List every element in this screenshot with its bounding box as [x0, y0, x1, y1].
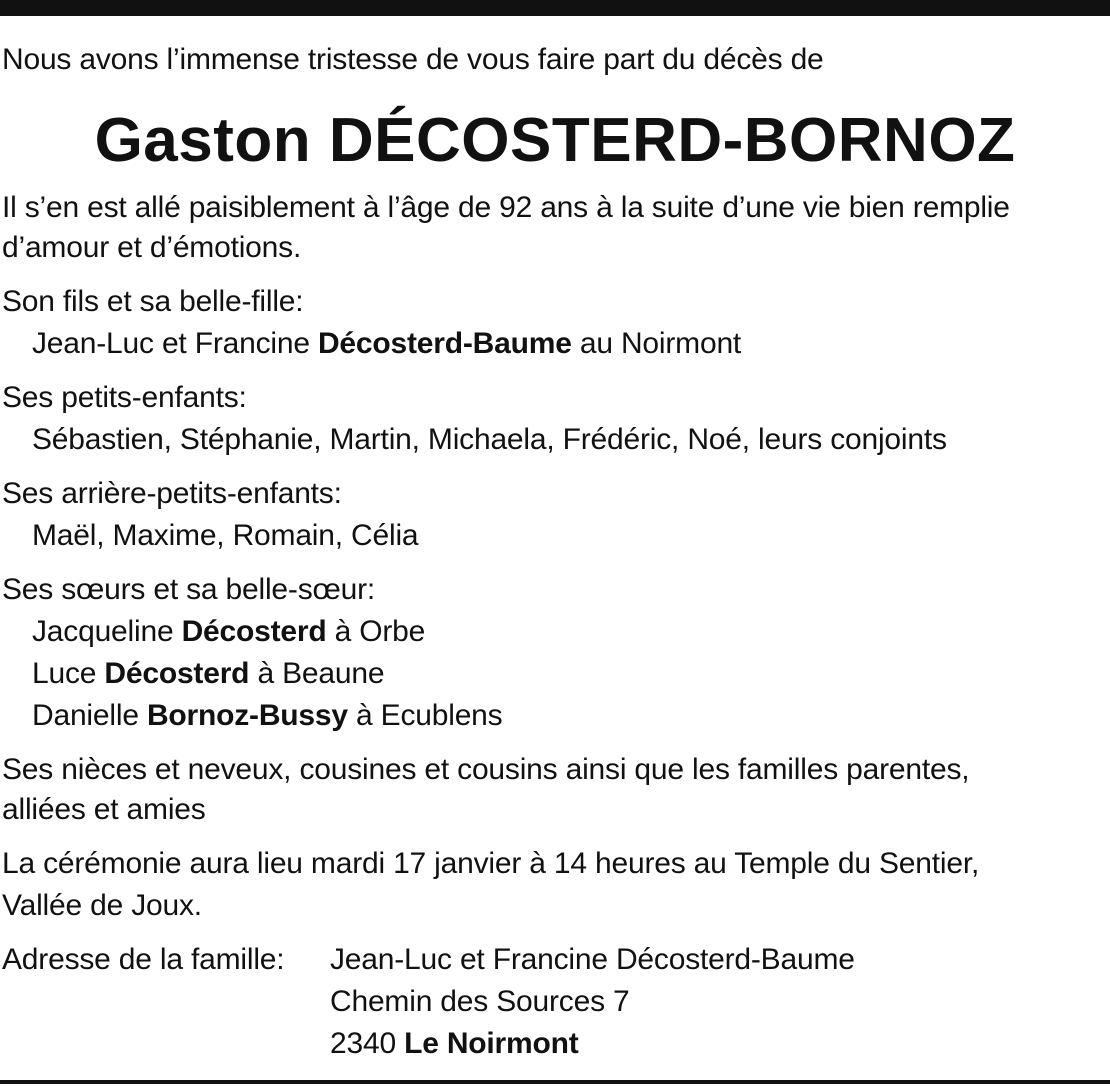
address-line-2: Chemin des Sources 7 — [330, 985, 630, 1018]
address-label: Adresse de la famille: — [2, 943, 285, 976]
address-postcode: 2340 — [330, 1027, 405, 1060]
son-family-name: Décosterd-Baume — [317, 327, 572, 360]
son-entry — [32, 326, 741, 362]
bottom-border-rule — [0, 1080, 1110, 1084]
sister-in-law-family-name: Bornoz-Bussy — [146, 699, 348, 732]
son-heading: Son fils et sa belle-fille: — [2, 285, 304, 318]
great-grandchildren-heading: Ses arrière-petits-enfants: — [2, 477, 342, 510]
relatives-line-2: alliées et amies — [2, 793, 206, 826]
address-line-1: Jean-Luc et Francine Décosterd-Baume — [330, 943, 855, 976]
top-border-rule — [0, 0, 1110, 16]
deceased-name: Gaston DÉCOSTERD-BORNOZ — [94, 106, 1016, 175]
grandchildren-heading: Ses petits-enfants: — [2, 381, 247, 414]
ceremony-line-1: La cérémonie aura lieu mardi 17 janvier à 14 heures au Temple du Sentier, — [2, 847, 980, 880]
sister-in-law-entry — [32, 698, 502, 734]
passing-text-line-2: d’amour et d’émotions. — [2, 231, 302, 264]
sister-place: à Orbe — [326, 615, 426, 648]
sister-in-law-first-name: Danielle — [32, 699, 147, 732]
grandchildren-names: Sébastien, Stéphanie, Martin, Michaela, Frédéric, Noé, leurs conjoints — [32, 423, 947, 456]
passing-text-line-1: Il s’en est allé paisiblement à l’âge de 92 ans à la suite d’une vie bien remplie — [2, 191, 1010, 224]
sister-first-name: Jacqueline — [32, 615, 182, 648]
sister-in-law-place: à Ecublens — [347, 699, 503, 732]
sister-family-name: Décosterd — [181, 615, 327, 648]
sister-family-name: Décosterd — [104, 657, 250, 690]
address-line-3 — [330, 1026, 579, 1062]
son-first-names: Jean-Luc et Francine — [32, 327, 318, 360]
ceremony-line-2: Vallée de Joux. — [2, 889, 202, 922]
great-grandchildren-names: Maël, Maxime, Romain, Célia — [32, 519, 419, 552]
sister-entry — [32, 656, 384, 692]
sisters-heading: Ses sœurs et sa belle-sœur: — [2, 573, 376, 606]
address-city: Le Noirmont — [404, 1027, 579, 1060]
sister-place: à Beaune — [249, 657, 385, 690]
relatives-line-1: Ses nièces et neveux, cousines et cousins ainsi que les familles parentes, — [2, 753, 970, 786]
sister-entry — [32, 614, 425, 650]
sister-first-name: Luce — [32, 657, 105, 690]
intro-text: Nous avons l’immense tristesse de vous faire part du décès de — [2, 43, 824, 76]
son-place: au Noirmont — [571, 327, 742, 360]
